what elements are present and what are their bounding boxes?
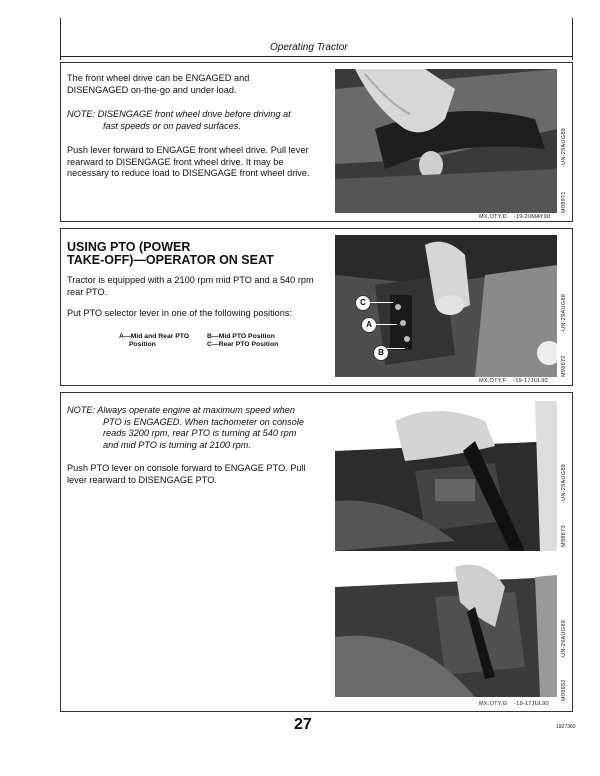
pto-lever-photo xyxy=(335,557,557,697)
fwd-note xyxy=(67,109,327,132)
pto-legend-a xyxy=(119,333,189,350)
section-front-wheel-drive xyxy=(60,62,573,222)
callout-c-leader xyxy=(369,302,393,303)
pto-footer-ref: MX,OTY,F -19-17JUL90 xyxy=(479,378,548,384)
page-number: 27 xyxy=(294,716,312,733)
callout-a-leader xyxy=(375,324,397,325)
top-left-rule xyxy=(60,18,61,60)
fwd-lever-illustration xyxy=(335,69,557,213)
document-code: 1927360 xyxy=(556,724,576,730)
rpm-note-line3: reads 3200 rpm, rear PTO is turning at 540 rpm xyxy=(103,428,297,439)
pto-lever-illustration xyxy=(335,557,557,697)
fwd-note-line1: NOTE: DISENGAGE front wheel drive before driving at xyxy=(67,109,291,119)
legend-b: B—Mid PTO Position xyxy=(207,333,275,340)
engage-footer-ref: MX,OTY,G -19-17JUL90 xyxy=(479,701,549,707)
pto-para2: Put PTO selector lever in one of the following positions: xyxy=(67,308,293,318)
lever-photo-id: M98652 xyxy=(561,679,567,701)
lever-photo-code: -UN-29AUG88 xyxy=(561,619,567,659)
rpm-note-line2: PTO is ENGAGED. When tachometer on console xyxy=(103,416,305,427)
header-underline xyxy=(60,56,573,57)
pto-selector-photo xyxy=(335,235,557,377)
section-using-pto xyxy=(60,228,573,386)
fwd-note-line2: fast speeds or on paved surfaces. xyxy=(103,120,241,131)
top-right-rule xyxy=(572,18,573,60)
pto-legend-bc xyxy=(207,333,278,350)
legend-c: C—Rear PTO Position xyxy=(207,341,279,349)
callout-c: C xyxy=(355,295,371,311)
pto-console-illustration xyxy=(335,401,557,551)
pto-rpm-note xyxy=(67,405,337,451)
fwd-instructions-text: Push lever forward to ENGAGE front wheel drive. Pull lever rearward to DISENGAGE front wheel drive. It may be necessary to reduce load to DISENGAGE front wheel drive. xyxy=(67,145,310,179)
pto-engage-instructions: Push PTO lever on console forward to ENGAGE PTO. Pull lever rearward to DISENGAGE PTO. xyxy=(67,463,306,485)
pto-photo-id: M98672 xyxy=(561,355,567,377)
callout-b-leader xyxy=(387,348,405,349)
console-photo-id: M98673 xyxy=(561,525,567,547)
pto-para1: Tractor is equipped with a 2100 rpm mid PTO and a 540 rpm rear PTO. xyxy=(67,275,314,297)
pto-heading-line1: USING PTO (POWER xyxy=(67,240,191,254)
pto-console-photo xyxy=(335,401,557,551)
page-header-title: Operating Tractor xyxy=(270,42,348,53)
pto-heading-line2: TAKE-OFF)—OPERATOR ON SEAT xyxy=(67,253,274,267)
fwd-lever-photo xyxy=(335,69,557,213)
rpm-note-line4: and mid PTO is turning at 2100 rpm. xyxy=(103,439,251,450)
legend-a-line2: Position xyxy=(129,341,156,349)
pto-photo-code: -UN-29AUG88 xyxy=(561,293,567,333)
section-pto-engage xyxy=(60,392,573,712)
callout-a: A xyxy=(361,317,377,333)
legend-a-line1: A—Mid and Rear PTO xyxy=(119,333,190,340)
rpm-note-line1: NOTE: Always operate engine at maximum speed when xyxy=(67,405,295,415)
fwd-footer-ref: MX,OTY,D -19-20MAY90 xyxy=(479,214,551,220)
callout-b: B xyxy=(373,345,389,361)
fwd-photo-code: -UN-29AUG88 xyxy=(561,127,567,167)
console-photo-code: -UN-29AUG88 xyxy=(561,463,567,503)
fwd-photo-id: M98971 xyxy=(561,191,567,213)
fwd-intro-text: The front wheel drive can be ENGAGED and DISENGAGED on-the-go and under load. xyxy=(67,73,250,95)
